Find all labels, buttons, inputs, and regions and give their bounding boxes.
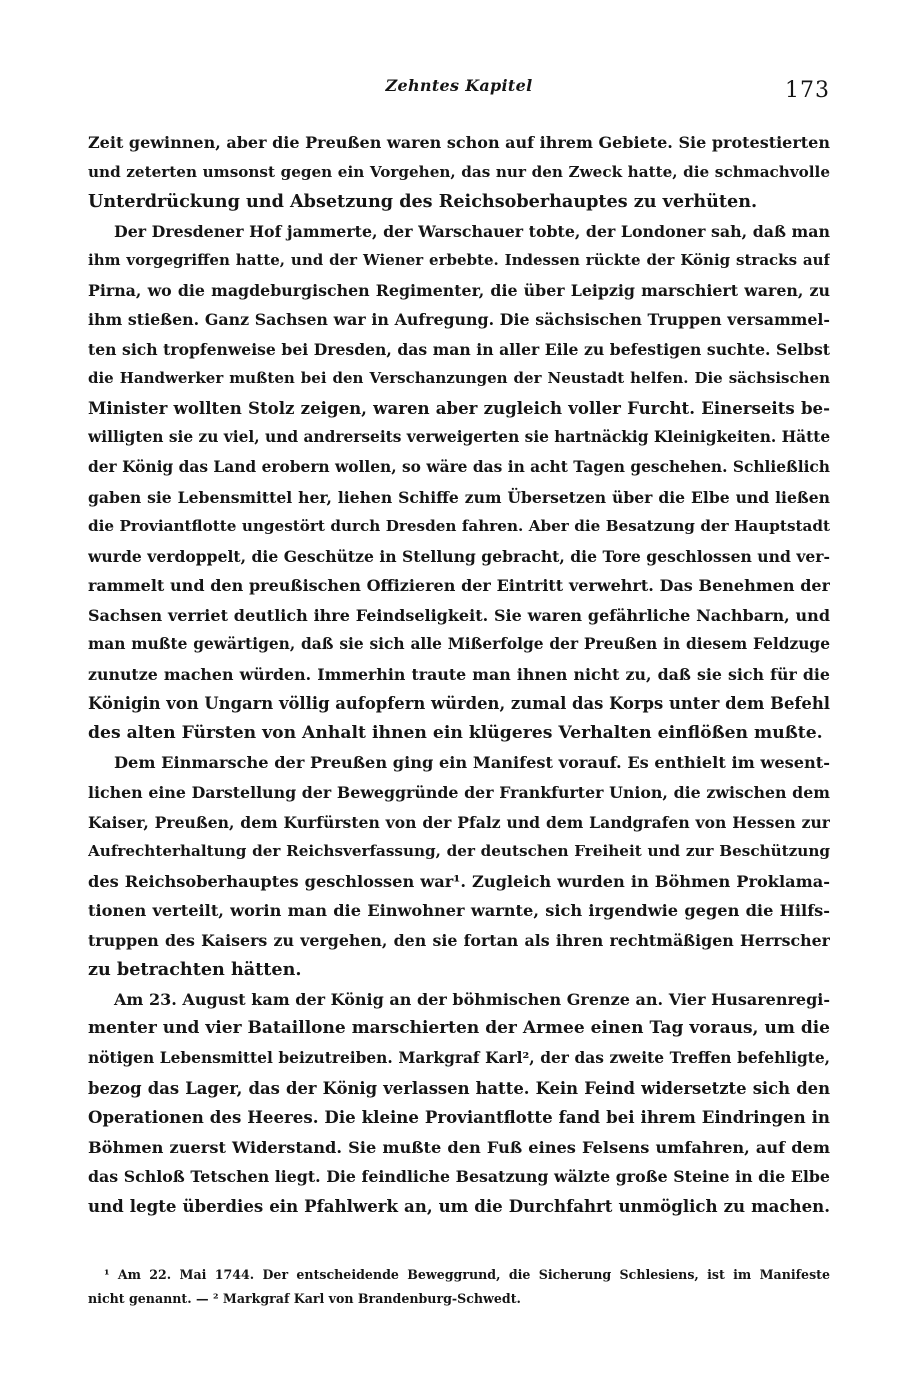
text-line: menter und vier Bataillone marschierten der Armee einen Tag voraus, um die xyxy=(88,1018,830,1039)
running-head xyxy=(88,76,830,102)
text-line: truppen des Kaisers zu vergehen, den sie fortan als ihren rechtmäßigen Herrscher xyxy=(88,930,830,950)
text-line: willigten sie zu viel, und andrerseits verweigerten sie hartnäckig Kleinigkeiten. Hätte xyxy=(88,428,830,447)
text-line: und zeterten umsonst gegen ein Vorgehen, das nur den Zweck hatte, die schmachvolle xyxy=(88,162,830,181)
text-line: Zeit gewinnen, aber die Preußen waren schon auf ihrem Gebiete. Sie protestierten xyxy=(88,133,830,152)
text-line: nötigen Lebensmittel beizutreiben. Markgraf Karl², der das zweite Treffen befehligte, xyxy=(88,1048,830,1067)
text-line: zu betrachten hätten. xyxy=(88,959,302,981)
footnote-line: nicht genannt. — ² Markgraf Karl von Brandenburg-Schwedt. xyxy=(88,1291,521,1306)
body-text xyxy=(88,128,830,1221)
text-line: des Reichsoberhauptes geschlossen war¹. Zugleich wurden in Böhmen Proklama- xyxy=(88,871,830,891)
text-line: Kaiser, Preußen, dem Kurfürsten von der Pfalz und dem Landgrafen von Hessen zur xyxy=(88,812,830,832)
text-line: Sachsen verriet deutlich ihre Feindseligkeit. Sie waren gefährliche Nachbarn, und xyxy=(88,605,830,625)
text-line: Königin von Ungarn völlig aufopfern würden, zumal das Korps unter dem Befehl xyxy=(88,694,830,714)
text-line: Dem Einmarsche der Preußen ging ein Manifest vorauf. Es enthielt im wesent- xyxy=(114,753,830,773)
text-line: Pirna, wo die magdeburgischen Regimenter, die über Leipzig marschiert waren, zu xyxy=(88,280,830,300)
text-line: ihm stießen. Ganz Sachsen war in Aufregung. Die sächsischen Truppen versammel- xyxy=(88,310,830,330)
footnotes xyxy=(88,1263,830,1311)
footnote-line: ¹ Am 22. Mai 1744. Der entscheidende Beweggrund, die Sicherung Schlesiens, ist im Manifeste xyxy=(104,1267,830,1282)
text-line: die Proviantflotte ungestört durch Dresden fahren. Aber die Besatzung der Hauptstadt xyxy=(88,517,830,536)
text-line: lichen eine Darstellung der Beweggründe der Frankfurter Union, die zwischen dem xyxy=(88,783,830,803)
text-line: des alten Fürsten von Anhalt ihnen ein klügeres Verhalten einflößen mußte. xyxy=(88,722,823,743)
text-line: gaben sie Lebensmittel her, liehen Schiffe zum Übersetzen über die Elbe und ließen xyxy=(88,487,830,507)
text-line: Der Dresdener Hof jammerte, der Warschauer tobte, der Londoner sah, daß man xyxy=(114,221,830,241)
text-line: und legte überdies ein Pfahlwerk an, um die Durchfahrt unmöglich zu machen. xyxy=(88,1195,830,1216)
text-line: Am 23. August kam der König an der böhmischen Grenze an. Vier Husarenregi- xyxy=(114,989,830,1009)
text-line: man mußte gewärtigen, daß sie sich alle Mißerfolge der Preußen in diesem Feldzuge xyxy=(88,635,830,654)
text-line: wurde verdoppelt, die Geschütze in Stellung gebracht, die Tore geschlossen und ver- xyxy=(88,546,830,566)
text-line: die Handwerker mußten bei den Verschanzungen der Neustadt helfen. Die sächsischen xyxy=(88,369,830,388)
text-line: ten sich tropfenweise bei Dresden, das man in aller Eile zu befestigen suchte. Selbst xyxy=(88,339,830,359)
page-number: 173 xyxy=(785,78,830,103)
chapter-title: Zehntes Kapitel xyxy=(385,76,533,95)
text-line: ihm vorgegriffen hatte, und der Wiener erbebte. Indessen rückte der König stracks auf xyxy=(88,251,830,270)
text-line: Böhmen zuerst Widerstand. Sie mußte den Fuß eines Felsens umfahren, auf dem xyxy=(88,1137,830,1157)
text-line: bezog das Lager, das der König verlassen hatte. Kein Feind widersetzte sich den xyxy=(88,1078,830,1098)
text-line: Operationen des Heeres. Die kleine Proviantflotte fand bei ihrem Eindringen in xyxy=(88,1107,830,1128)
text-line: das Schloß Tetschen liegt. Die feindliche Besatzung wälzte große Steine in die Elbe xyxy=(88,1167,830,1187)
text-line: zunutze machen würden. Immerhin traute man ihnen nicht zu, daß sie sich für die xyxy=(88,664,830,684)
text-line: Unterdrückung und Absetzung des Reichsoberhauptes zu verhüten. xyxy=(88,191,758,213)
text-line: Minister wollten Stolz zeigen, waren aber zugleich voller Furcht. Einerseits be- xyxy=(88,397,830,418)
text-line: der König das Land erobern wollen, so wäre das in acht Tagen geschehen. Schließlich xyxy=(88,458,830,477)
text-line: Aufrechterhaltung der Reichsverfassung, der deutschen Freiheit und zur Beschützung xyxy=(88,842,830,861)
text-line: tionen verteilt, worin man die Einwohner warnte, sich irgendwie gegen die Hilfs- xyxy=(88,901,830,921)
text-line: rammelt und den preußischen Offizieren der Eintritt verwehrt. Das Benehmen der xyxy=(88,576,830,596)
